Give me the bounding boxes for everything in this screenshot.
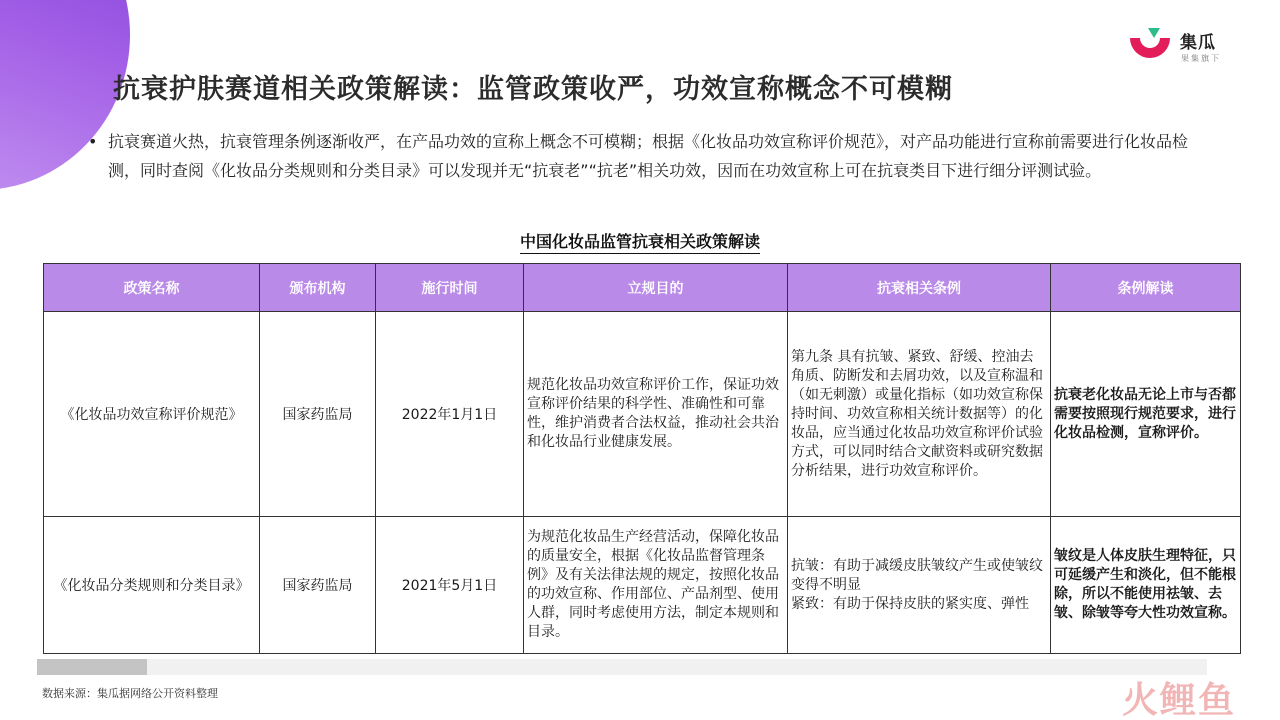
- header-agency: 颁布机构: [260, 264, 376, 312]
- scrollbar-thumb[interactable]: [37, 659, 147, 675]
- brand-tagline: 果集旗下: [1181, 54, 1221, 63]
- data-source-note: 数据来源：集瓜据网络公开资料整理: [42, 687, 218, 700]
- purpose-cell: 规范化妆品功效宣称评价工作，保证功效宣称评价结果的科学性、准确性和可靠性，维护消费者合法权益，推动社会共治和化妆品行业健康发展。: [524, 312, 788, 517]
- brand-logo: [1126, 24, 1246, 68]
- table-header-row: [44, 264, 1241, 312]
- horizontal-scrollbar[interactable]: [37, 659, 1207, 675]
- clause-cell: [788, 517, 1051, 654]
- agency-cell: 国家药监局: [260, 312, 376, 517]
- brand-mark-icon: [1126, 26, 1174, 66]
- table-row: [44, 517, 1241, 654]
- interpretation-cell: 抗衰老化妆品无论上市与否都需要按照现行规范要求，进行化妆品检测，宣称评价。: [1051, 312, 1241, 517]
- watermark: 火鲤鱼: [1122, 680, 1237, 720]
- clause-cell: 第九条 具有抗皱、紧致、舒缓、控油去角质、防断发和去屑功效，以及宣称温和（如无刺激）或量化指标（如功效宣称保持时间、功效宣称相关统计数据等）的化妆品，应当通过化妆品功效宣称评价试验方式，可以同时结合文献资料或研究数据分析结果，进行功效宣称评价。: [788, 312, 1051, 517]
- table-row: [44, 312, 1241, 517]
- interpretation-cell: 皱纹是人体皮肤生理特征，只可延缓产生和淡化，但不能根除，所以不能使用祛皱、去皱、除皱等夸大性功效宣称。: [1051, 517, 1241, 654]
- header-interpretation: 条例解读: [1051, 264, 1241, 312]
- header-policy-name: 政策名称: [44, 264, 260, 312]
- bullet-icon: •: [88, 132, 98, 151]
- policy-name-cell: 《化妆品分类规则和分类目录》: [44, 517, 260, 654]
- header-purpose: 立规目的: [524, 264, 788, 312]
- brand-name: 集瓜: [1180, 33, 1216, 53]
- header-clause: 抗衰相关条例: [788, 264, 1051, 312]
- clause-line-anti-wrinkle: 抗皱：有助于减缓皮肤皱纹产生或使皱纹变得不明显: [791, 557, 1043, 593]
- clause-line-firming: 紧致：有助于保持皮肤的紧实度、弹性: [791, 595, 1029, 612]
- agency-cell: 国家药监局: [260, 517, 376, 654]
- page-title: 抗衰护肤赛道相关政策解读：监管政策收严，功效宣称概念不可模糊: [113, 74, 953, 105]
- date-cell: 2021年5月1日: [376, 517, 524, 654]
- date-cell: 2022年1月1日: [376, 312, 524, 517]
- purpose-cell: 为规范化妆品生产经营活动，保障化妆品的质量安全，根据《化妆品监督管理条例》及有关法律法规的规定，按照化妆品的功效宣称、作用部位、产品剂型、使用人群，同时考虑使用方法，制定本规则和目录。: [524, 517, 788, 654]
- table-caption-text: 中国化妆品监管抗衰相关政策解读: [520, 232, 760, 254]
- policy-table: [43, 263, 1241, 654]
- intro-paragraph: [88, 127, 1218, 185]
- intro-text: 抗衰赛道火热，抗衰管理条例逐渐收严，在产品功效的宣称上概念不可模糊；根据《化妆品功效宣称评价规范》，对产品功能进行宣称前需要进行化妆品检测，同时查阅《化妆品分类规则和分类目录》可以发现并无“抗衰老”“抗老”相关功效，因而在功效宣称上可在抗衰类目下进行细分评测试验。: [108, 132, 1189, 180]
- header-effective-date: 施行时间: [376, 264, 524, 312]
- policy-name-cell: 《化妆品功效宣称评价规范》: [44, 312, 260, 517]
- table-caption: [0, 229, 1280, 252]
